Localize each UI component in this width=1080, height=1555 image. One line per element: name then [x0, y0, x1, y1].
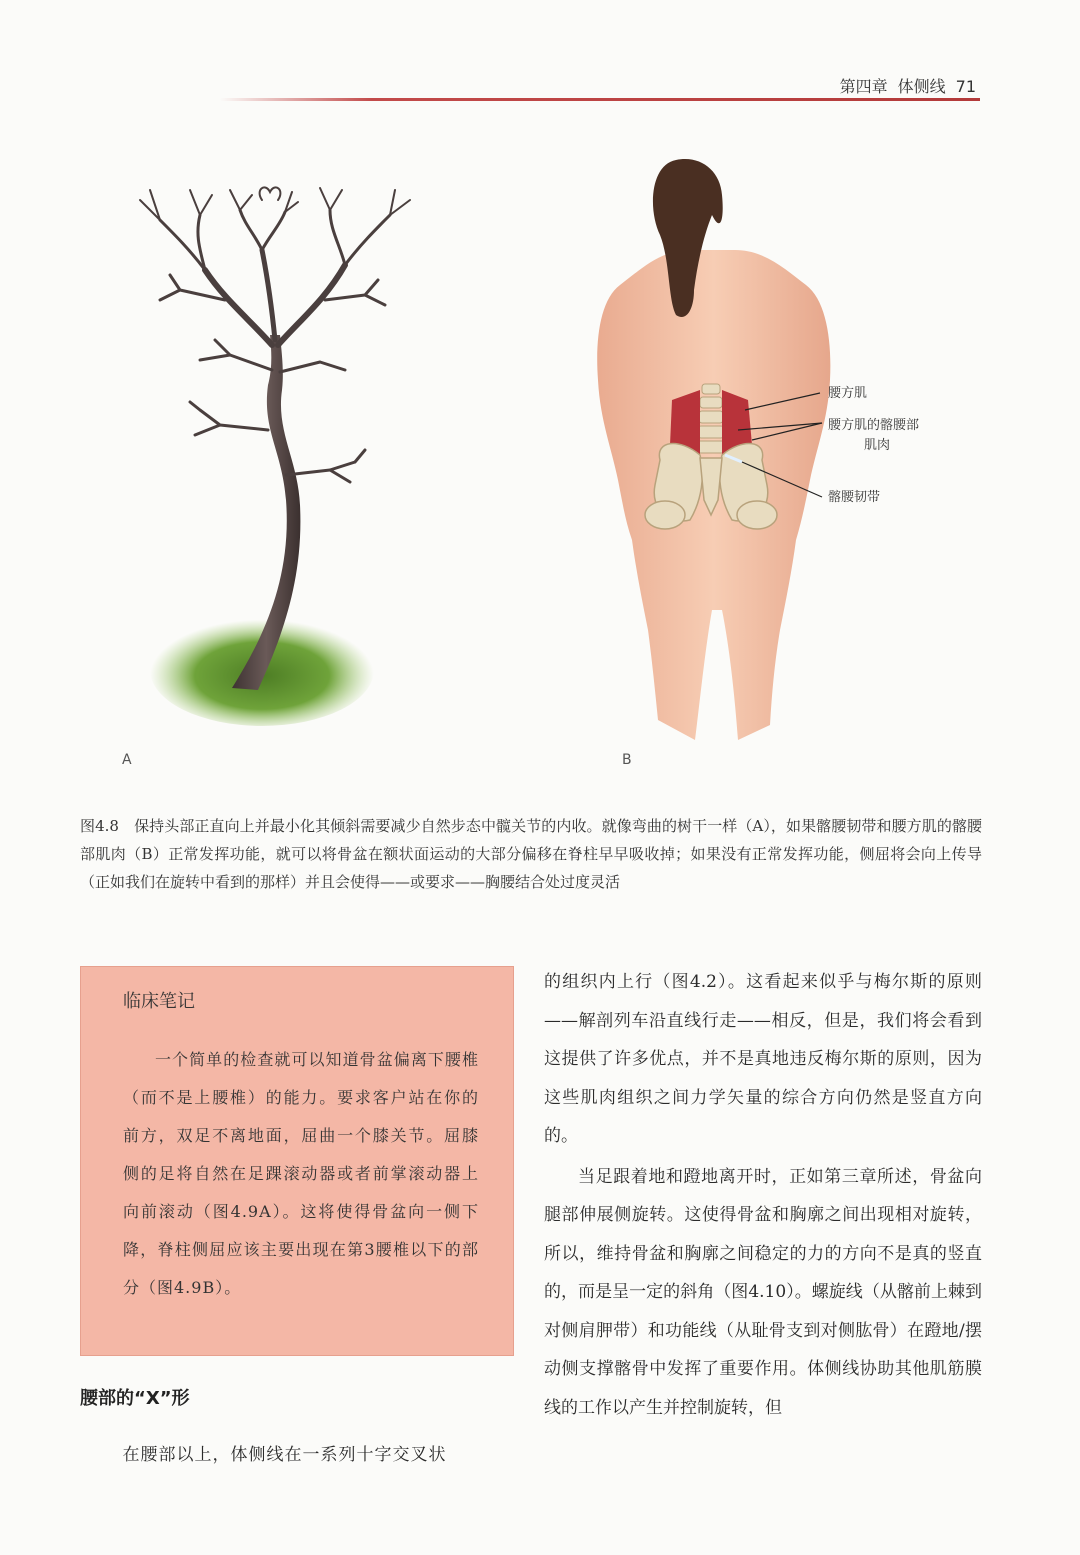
clinical-note-box [80, 966, 514, 1356]
page-header [0, 70, 1080, 110]
panel-label-b: B [622, 752, 632, 768]
tree-illustration [140, 187, 410, 726]
body-text-left: 在腰部以上，体侧线在一系列十字交叉状 [122, 1445, 447, 1465]
header-rule [220, 98, 980, 101]
body-text-right [544, 963, 982, 1427]
callout-ql-iliolumbar-line1: 腰方肌的髂腰部 [828, 418, 920, 433]
chapter-title: 体侧线 [897, 77, 946, 96]
figure-caption: 图4.8 保持头部正直向上并最小化其倾斜需要减少自然步态中髋关节的内收。就像弯曲的树干一样（A），如果髂腰韧带和腰方肌的髂腰部肌肉（B）正常发挥功能，就可以将骨盆在额状面运动的大部分偏移在脊柱早早吸收掉；如果没有正常发挥功能，侧屈将会向上传导（正如我们在旋转中看到的那样）并且会使得——或要求——胸腰结合处过度灵活 [80, 817, 982, 891]
clinical-note-body: 一个简单的检查就可以知道骨盆偏离下腰椎（而不是上腰椎）的能力。要求客户站在你的前方，双足不离地面，屈曲一个膝关节。屈膝侧的足将自然在足踝滚动器或者前掌滚动器上向前滚动（图4.9A）。这将使得骨盆向一侧下降，脊柱侧屈应该主要出现在第3腰椎以下的部分（图4.9B）。 [123, 1050, 479, 1297]
page-number: 71 [955, 77, 976, 96]
figure-4-8 [0, 140, 1080, 790]
callout-ql-iliolumbar-line2: 肌肉 [864, 438, 891, 453]
paragraph-continued: 的组织内上行（图4.2）。这看起来似乎与梅尔斯的原则——解剖列车沿直线行走——相反，但是，我们将会看到这提供了许多优点，并不是真地违反梅尔斯的原则，因为这些肌肉组织之间力学矢量的综合方向仍然是竖直方向的。 [544, 972, 982, 1146]
figure-illustration [0, 140, 1080, 790]
panel-label-a: A [122, 752, 132, 768]
callout-quadratus-lumborum: 腰方肌 [828, 386, 868, 401]
chapter-label: 第四章 [839, 77, 888, 96]
callout-iliolumbar-ligament: 髂腰韧带 [828, 490, 881, 505]
body-illustration [597, 159, 830, 740]
paragraph: 当足跟着地和蹬地离开时，正如第三章所述，骨盆向腿部伸展侧旋转。这使得骨盆和胸廓之间出现相对旋转，所以，维持骨盆和胸廓之间稳定的力的方向不是真的竖直的，而是呈一定的斜角（图4.10）。螺旋线（从髂前上棘到对侧肩胛带）和功能线（从耻骨支到对侧肱骨）在蹬地/摆动侧支撑髂骨中发挥了重要作用。体侧线协助其他肌筋膜线的工作以产生并控制旋转，但 [544, 1166, 982, 1418]
running-head [830, 74, 976, 97]
section-heading: 腰部的“X”形 [80, 1388, 190, 1409]
clinical-note-title: 临床笔记 [123, 991, 195, 1012]
